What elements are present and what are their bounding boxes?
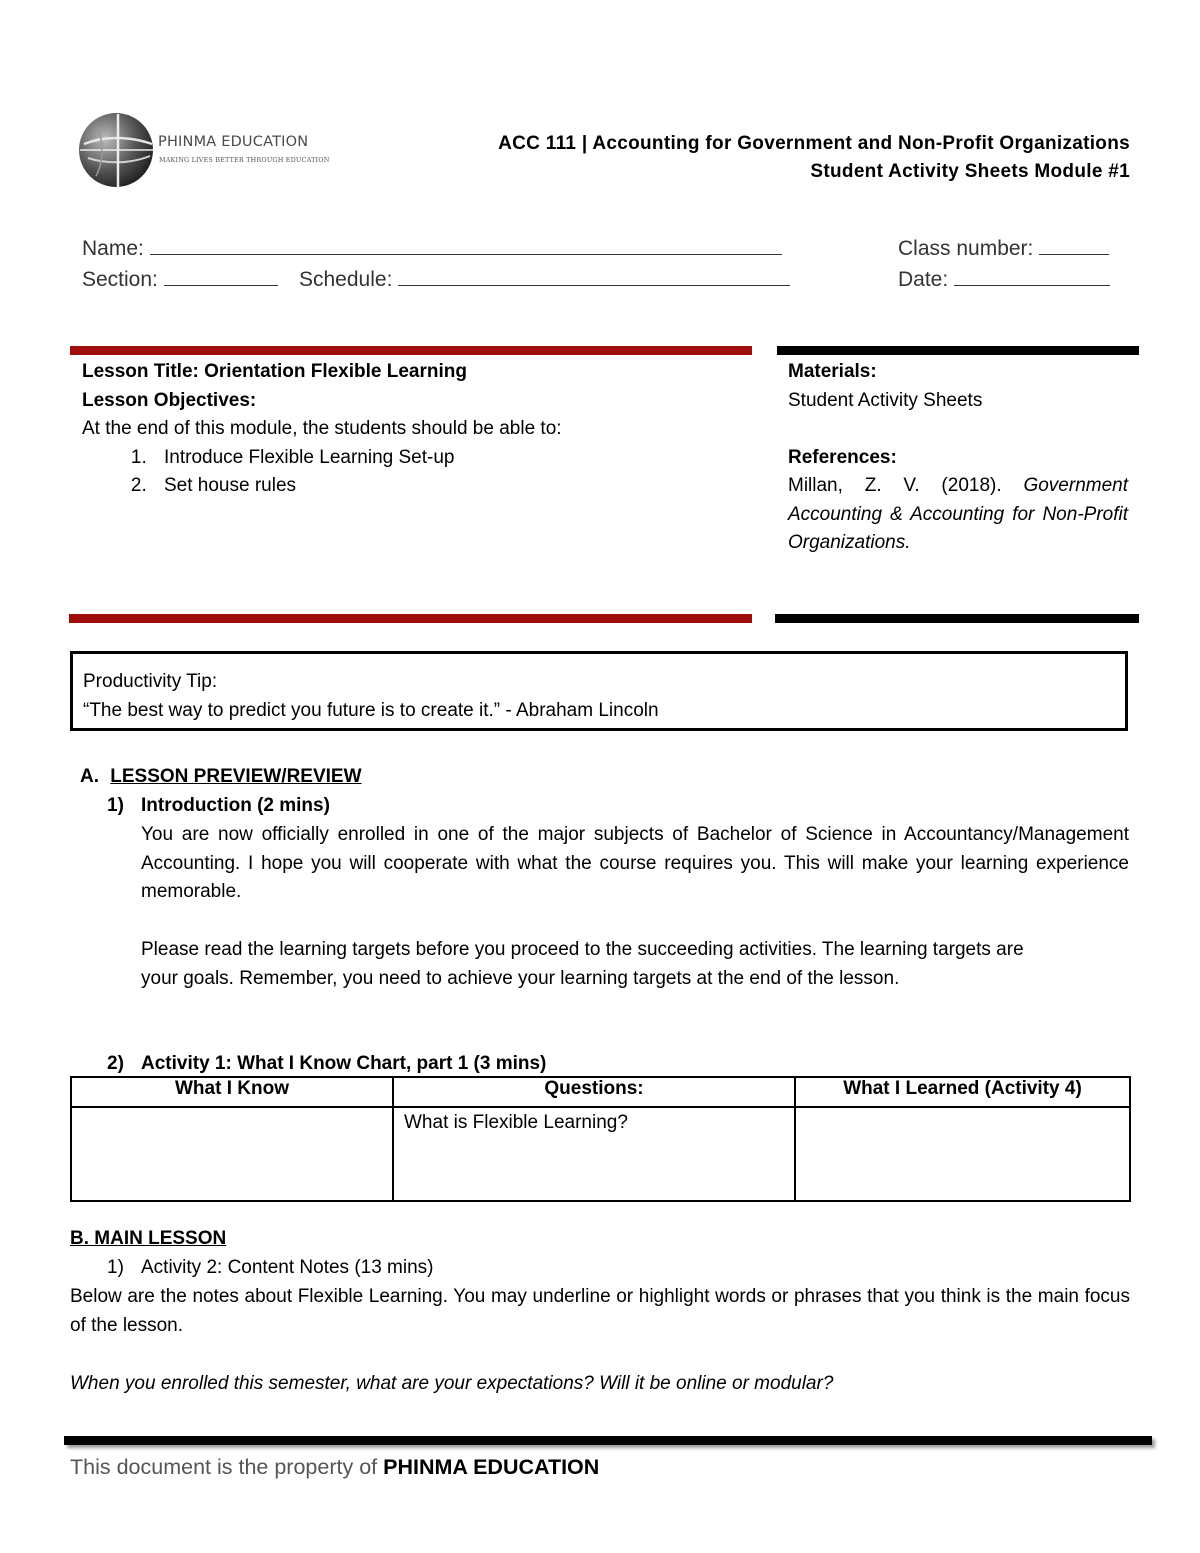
objectives-label: Lesson Objectives: [82, 389, 257, 411]
red-divider-top [70, 346, 752, 355]
section-blank[interactable] [164, 267, 278, 286]
tip-quote: “The best way to predict you future is to create it.” - Abraham Lincoln [83, 700, 659, 721]
expectations-question: When you enrolled this semester, what are your expectations? Will it be online or modular? [70, 1373, 834, 1394]
intro-paragraph-1: You are now officially enrolled in one of the major subjects of Bachelor of Science in Accountancy/Management Accounting. I hope you will cooperate with what the course requires you. This will make your learning experience memorable. [141, 824, 1129, 902]
what-i-learned-cell[interactable] [795, 1107, 1130, 1201]
references-label: References: [788, 446, 897, 468]
intro-number: 1) [107, 795, 124, 816]
objective-item: 1. Introduce Flexible Learning Set-up [152, 444, 752, 473]
red-divider-bottom [69, 614, 752, 623]
intro-paragraph-2: Please read the learning targets before you proceed to the succeeding activities. The learning targets are your goals. Remember, you need to achieve your learning targets at the end of the lesson. [141, 939, 1024, 989]
materials-value: Student Activity Sheets [788, 389, 983, 411]
activity1-title: Activity 1: What I Know Chart, part 1 (3 mins) [141, 1053, 547, 1074]
column-header: What I Know [71, 1077, 393, 1107]
what-i-know-chart [70, 1076, 1131, 1202]
reference-title: Government Accounting & Accounting for Non-Profit Organizations. [788, 475, 1128, 553]
module-subtitle: Student Activity Sheets Module #1 [810, 161, 1130, 182]
document-header [498, 130, 1130, 186]
intro-title: Introduction (2 mins) [141, 795, 330, 816]
class-number-blank[interactable] [1039, 236, 1109, 255]
name-label: Name: [82, 237, 144, 260]
schedule-field[interactable] [299, 264, 790, 295]
name-field[interactable] [82, 233, 782, 264]
activity1-number: 2) [107, 1053, 124, 1074]
section-a-title: LESSON PREVIEW/REVIEW [110, 766, 362, 787]
schedule-label: Schedule: [299, 268, 393, 291]
column-header: What I Learned (Activity 4) [795, 1077, 1130, 1107]
section-b-title: B. MAIN LESSON [70, 1228, 227, 1249]
footer-prefix: This document is the property of [70, 1455, 378, 1479]
date-field[interactable] [898, 264, 1110, 295]
lesson-title: Lesson Title: Orientation Flexible Learning [82, 361, 467, 382]
objective-item: 2. Set house rules [152, 472, 752, 501]
date-label: Date: [898, 268, 949, 291]
brand-tagline: MAKING LIVES BETTER THROUGH EDUCATION [159, 156, 330, 164]
materials-label: Materials: [788, 361, 877, 382]
date-blank[interactable] [954, 267, 1110, 286]
section-field[interactable] [82, 264, 278, 295]
productivity-tip-box [70, 651, 1128, 731]
reference-author: Millan, Z. V. (2018). [788, 475, 1002, 496]
section-a-letter: A. [80, 766, 99, 787]
what-i-know-cell[interactable] [71, 1107, 393, 1201]
brand-name: PHINMA EDUCATION [158, 134, 309, 150]
footer-text [70, 1455, 599, 1480]
column-header: Questions: [393, 1077, 795, 1107]
tip-label: Productivity Tip: [83, 671, 218, 692]
objectives-intro: At the end of this module, the students should be able to: [82, 418, 562, 439]
table-header-row [71, 1077, 1130, 1107]
table-row [71, 1107, 1130, 1201]
footer-owner: PHINMA EDUCATION [383, 1455, 600, 1479]
activity2-number: 1) [107, 1257, 124, 1278]
reference-entry [788, 472, 1128, 558]
materials-panel [788, 358, 1128, 558]
content-notes-intro: Below are the notes about Flexible Learning. You may underline or highlight words or phrases that you think is the main focus of the lesson. [70, 1286, 1130, 1336]
question-cell: What is Flexible Learning? [393, 1107, 795, 1201]
section-a-heading [80, 763, 362, 792]
lesson-info [82, 358, 752, 501]
black-divider-bottom [775, 614, 1139, 623]
class-number-field[interactable] [898, 233, 1109, 264]
course-title: ACC 111 | Accounting for Government and Non-Profit Organizations [498, 133, 1130, 154]
black-divider-top [777, 346, 1139, 355]
activity2-title: Activity 2: Content Notes (13 mins) [141, 1257, 434, 1278]
name-blank[interactable] [150, 236, 782, 255]
schedule-blank[interactable] [398, 267, 790, 286]
footer-divider [64, 1436, 1152, 1445]
class-number-label: Class number: [898, 237, 1034, 260]
objectives-list [82, 444, 752, 501]
phinma-logo [74, 110, 334, 190]
globe-icon [74, 110, 164, 190]
section-label: Section: [82, 268, 158, 291]
